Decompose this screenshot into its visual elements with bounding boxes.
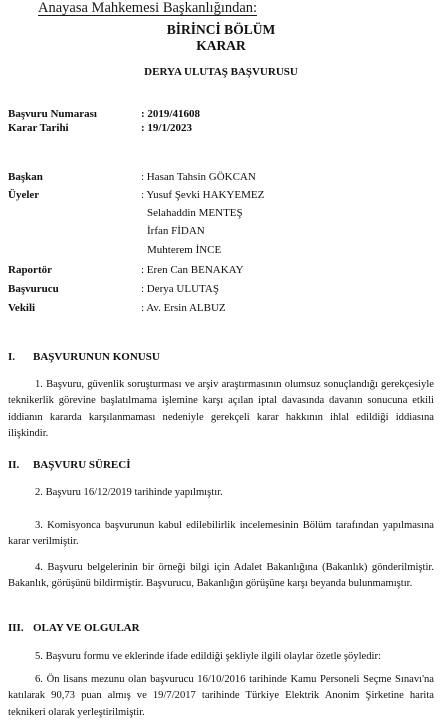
section-heading xyxy=(8,459,131,471)
application-number-label: Başvuru Numarası xyxy=(8,108,97,120)
members-label: Üyeler xyxy=(8,189,40,201)
applicant-name: : Derya ULUTAŞ xyxy=(141,283,219,295)
member-name: Muhterem İNCE xyxy=(147,244,222,256)
member-name: : Yusuf Şevki HAKYEMEZ xyxy=(141,189,265,201)
issuing-authority-header: Anayasa Mahkemesi Başkanlığından: xyxy=(38,0,258,16)
paragraph-4: 4. Başvuru belgelerinin bir örneği bilgi için Adalet Bakanlığına (Bakanlık) gönderilmiştir. Bakanlık, görüşünü bildirmiştir. Başvurucu, Bakanlığın görüşüne karşı beyanda bulunmamıştır. xyxy=(8,562,434,590)
decision-date-label: Karar Tarihi xyxy=(8,122,69,134)
section-heading xyxy=(8,351,160,363)
attorney-label: Vekili xyxy=(8,302,36,314)
applicant-label: Başvurucu xyxy=(8,283,59,295)
president-name: : Hasan Tahsin GÖKCAN xyxy=(141,171,256,183)
application-number-value: : 2019/41608 xyxy=(141,108,200,120)
section-title: OLAY VE OLGULAR xyxy=(33,622,140,634)
member-name: İrfan FİDAN xyxy=(147,225,205,237)
rapporteur-name: : Eren Can BENAKAY xyxy=(141,264,244,276)
member-name: Selahaddin MENTEŞ xyxy=(147,207,243,219)
paragraph-3: 3. Komisyonca başvurunun kabul edilebilirlik incelemesinin Bölüm tarafından yapılmasına karar verilmiştir. xyxy=(8,520,434,548)
chamber-title: BİRİNCİ BÖLÜM xyxy=(166,22,276,37)
section-heading xyxy=(8,622,140,634)
paragraph-6: 6. Ön lisans mezunu olan başvurucu 16/10/2016 tarihinde Kamu Personeli Seçme Sınavı'na katılarak 90,73 puan almış ve 19/7/2017 tarihinde Türkiye Elektrik Anonim Şirketine harita teknikeri olarak yerleştirilmiştir. xyxy=(8,674,434,718)
section-number: II. xyxy=(8,459,20,471)
section-title: BAŞVURU SÜRECİ xyxy=(33,459,131,471)
section-number: I. xyxy=(8,351,16,363)
decision-date-value: : 19/1/2023 xyxy=(141,122,193,134)
attorney-name: : Av. Ersin ALBUZ xyxy=(141,302,226,314)
rapporteur-label: Raportör xyxy=(8,264,52,276)
president-label: Başkan xyxy=(8,171,43,183)
section-number: III. xyxy=(8,622,24,634)
section-title: BAŞVURUNUN KONUSU xyxy=(33,351,160,363)
decision-title: KARAR xyxy=(196,38,246,53)
paragraph-1: 1. Başvuru, güvenlik soruşturması ve arşiv araştırmasının olumsuz sonuçlandığı gerekçesiyle teknikerlik görevine başlatılmama işlemine karşı açılan iptal davasında davanın sonucuna etkili iddianın kararda karşılanmaması nedeniyle gerekçeli karar hakkının ihlal edildiği iddiasına ilişkindir. xyxy=(8,379,434,440)
application-title: DERYA ULUTAŞ BAŞVURUSU xyxy=(144,66,298,78)
paragraph-5: 5. Başvuru formu ve eklerinde ifade edildiği şekliyle ilgili olaylar özetle şöyledir: xyxy=(35,651,381,662)
paragraph-2: 2. Başvuru 16/12/2019 tarihinde yapılmıştır. xyxy=(35,487,223,498)
